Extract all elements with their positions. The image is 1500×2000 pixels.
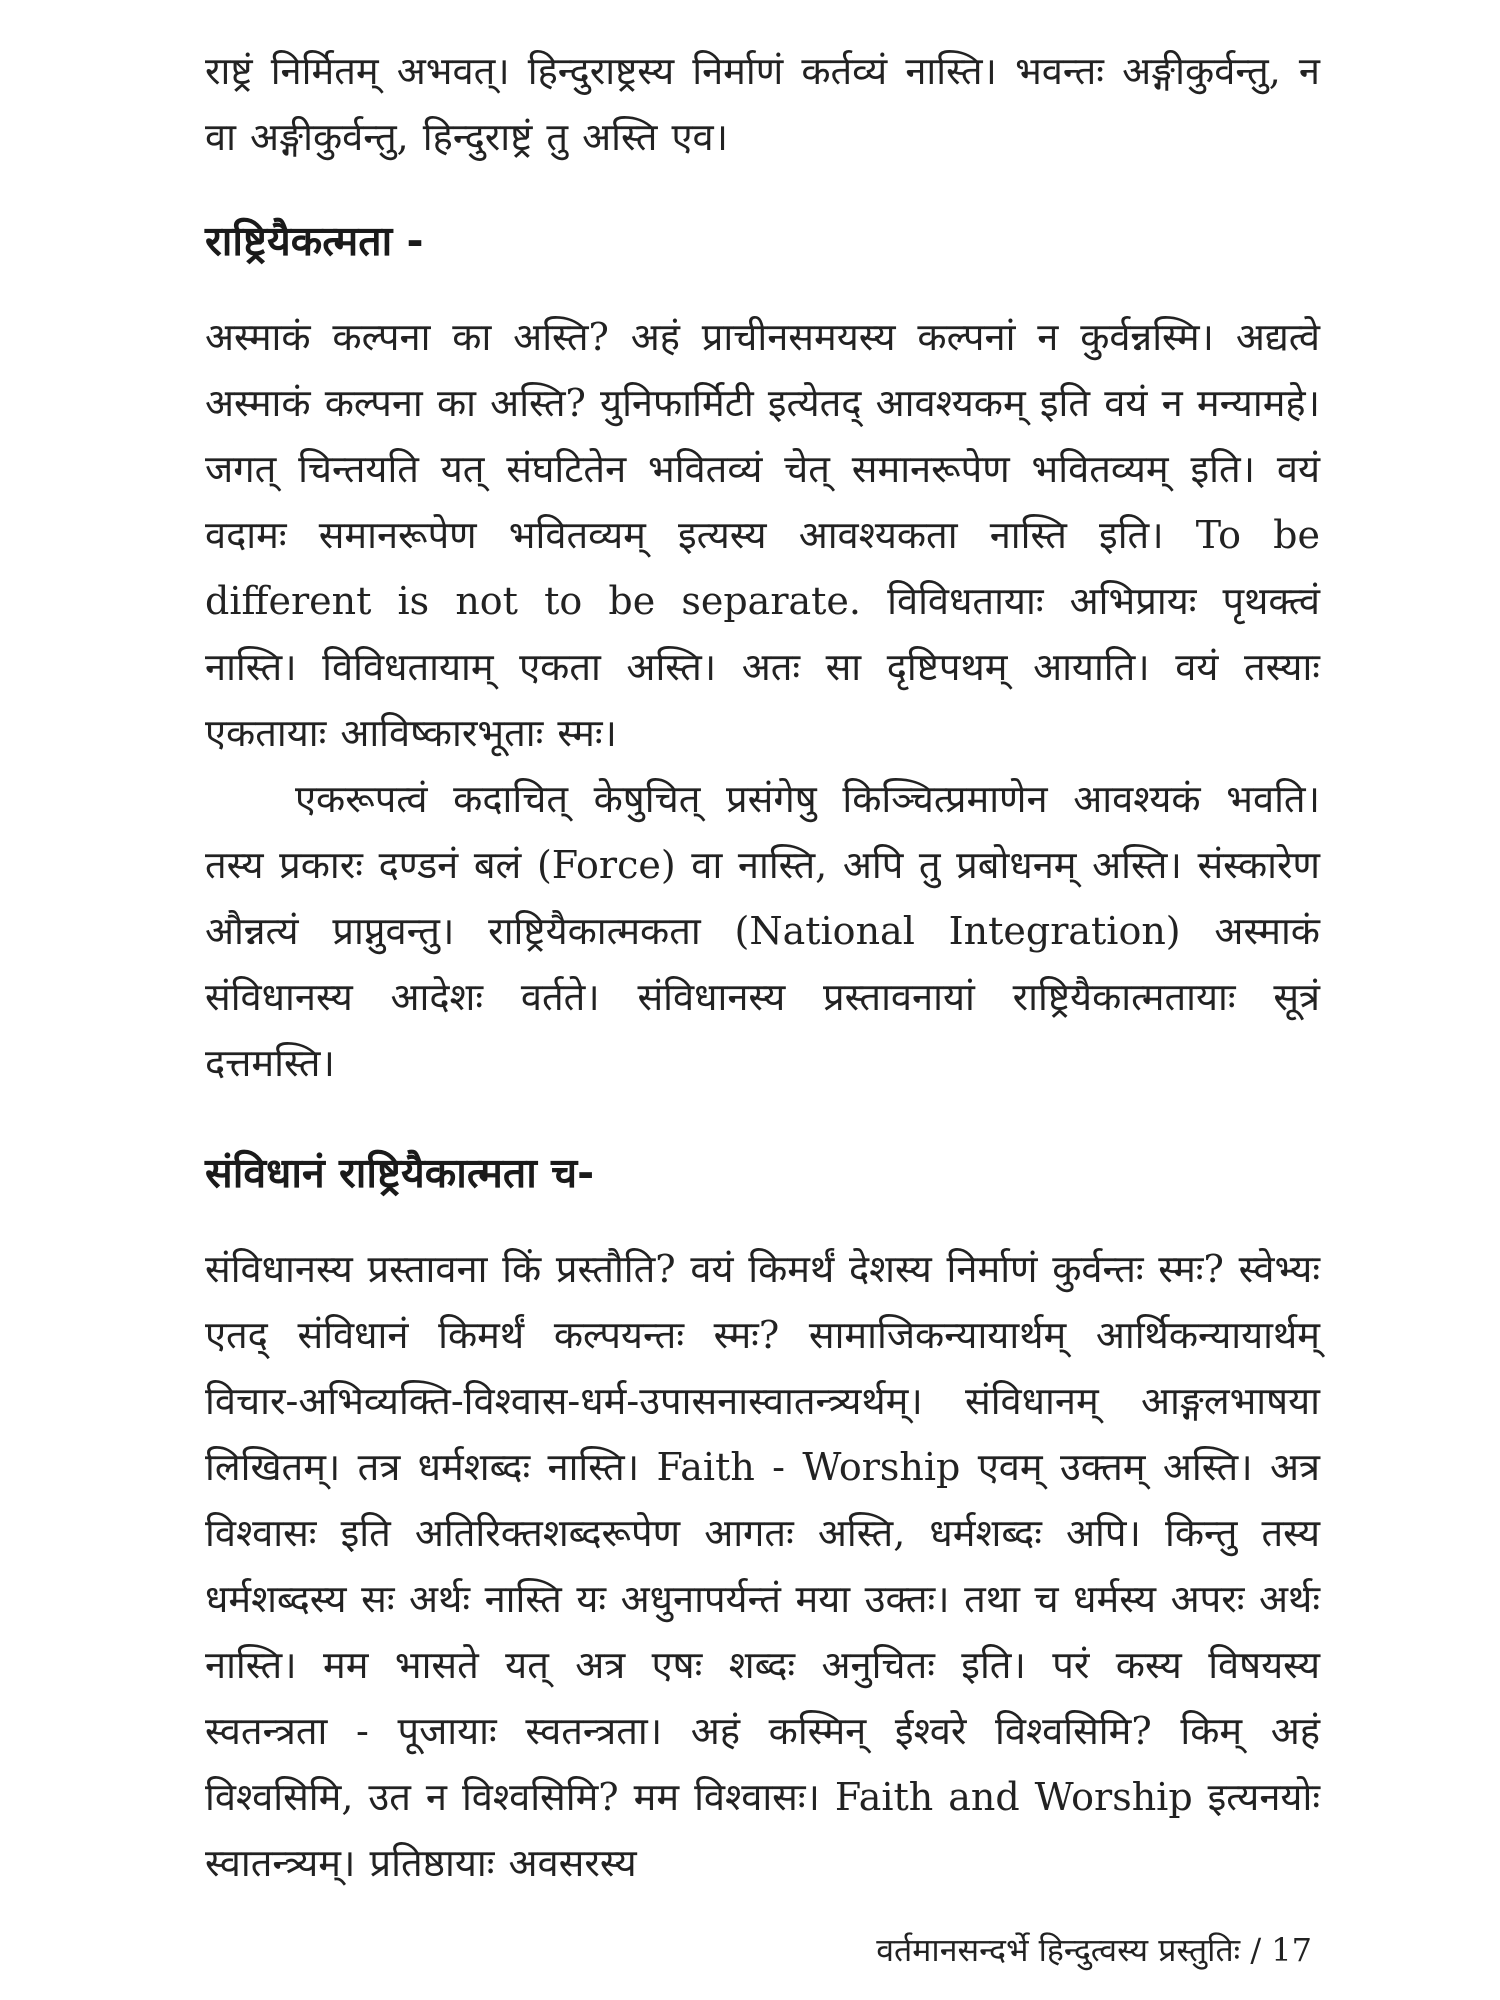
paragraph-integration: एकरूपत्वं कदाचित् केषुचित् प्रसंगेषु किञ्चित्प्रमाणेन आवश्यकं भवति। तस्य प्रकारः दण्डनं बलं (Force) वा नास्ति, अपि तु प्रबोधनम् अस्ति। संस्कारेण औन्नत्यं प्राप्नुवन्तु। राष्ट्रियैकात्मकता (National Integration) अस्माकं संविधानस्य आदेशः वर्तते। संविधानस्य प्रस्तावनायां राष्ट्रियैकात्मतायाः सूत्रं दत्तमस्ति। [205,777,1320,1085]
section-heading-constitution: संविधानं राष्ट्रियैकात्मता च- [205,1149,595,1197]
paragraph-uniformity: अस्माकं कल्पना का अस्ति? अहं प्राचीनसमयस्य कल्पनां न कुर्वन्नस्मि। अद्यत्वे अस्माकं कल्पना का अस्ति? युनिफार्मिटी इत्येतद् आवश्यकम् इति वयं न मन्यामहे। जगत् चिन्तयति यत् संघटितेन भवितव्यं चेत् समानरूपेण भवितव्यम् इति। वयं वदामः समानरूपेण भवितव्यम् इत्यस्य आवश्यकता नास्ति इति। To be different is not to be separate. विविधतायाः अभिप्रायः पृथक्त्वं नास्ति। विविधतायाम् एकता अस्ति। अतः सा दृष्टिपथम् आयाति। वयं तस्याः एकतायाः आविष्कारभूताः स्मः। [205,315,1320,755]
paragraph-constitution: संविधानस्य प्रस्तावना किं प्रस्तौति? वयं किमर्थं देशस्य निर्माणं कुर्वन्तः स्मः? स्वेभ्यः एतद् संविधानं किमर्थं कल्पयन्तः स्मः? सामाजिकन्यायार्थम् आर्थिकन्यायार्थम् विचार-अभिव्यक्ति-विश्वास-धर्म-उपासनास्वातन्त्र्यर्थम्। संविधानम् आङ्गलभाषया लिखितम्। तत्र धर्मशब्दः नास्ति। Faith - Worship एवम् उक्तम् अस्ति। अत्र विश्वासः इति अतिरिक्तशब्दरूपेण आगतः अस्ति, धर्मशब्दः अपि। किन्तु तस्य धर्मशब्दस्य सः अर्थः नास्ति यः अधुनापर्यन्तं मया उक्तः। तथा च धर्मस्य अपरः अर्थः नास्ति। मम भासते यत् अत्र एषः शब्दः अनुचितः इति। परं कस्य विषयस्य स्वतन्त्रता - पूजायाः स्वतन्त्रता। अहं कस्मिन् ईश्वरे विश्वसिमि? किम् अहं विश्वसिमि, उत न विश्वसिमि? मम विश्वासः। Faith and Worship इत्यनयोः स्वातन्त्र्यम्। प्रतिष्ठायाः अवसरस्य [205,1247,1320,1885]
paragraph-continued: राष्ट्रं निर्मितम् अभवत्। हिन्दुराष्ट्रस्य निर्माणं कर्तव्यं नास्ति। भवन्तः अङ्गीकुर्वन्तु, न वा अङ्गीकुर्वन्तु, हिन्दुराष्ट्रं तु अस्ति एव। [205,49,1320,159]
page-footer: वर्तमानसन्दर्भे हिन्दुत्वस्य प्रस्तुतिः / 17 [876,1931,1312,1969]
section-heading-national-unity: राष्ट्रियैकत्मता - [205,217,424,265]
